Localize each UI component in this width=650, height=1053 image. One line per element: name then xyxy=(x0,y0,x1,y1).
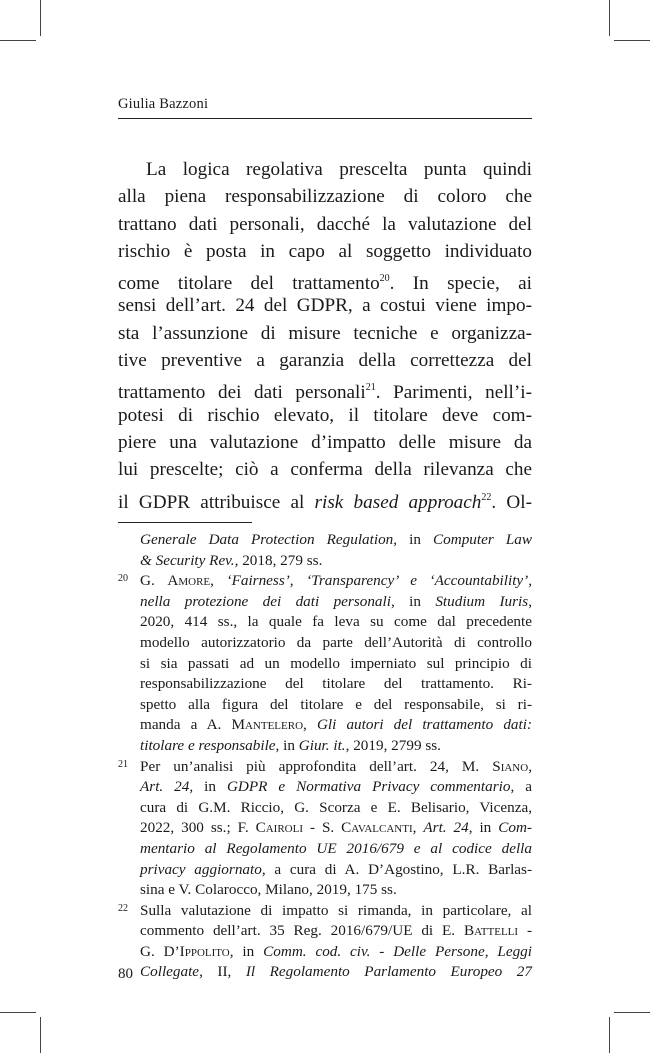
footnote-line: titolare e responsabile, in Giur. it., 2019, 2799 ss. xyxy=(140,736,441,754)
running-head-author: Giulia Bazzoni xyxy=(118,96,209,112)
footnote-line: commento dell’art. 35 Reg. 2016/679/UE di E. Battelli - xyxy=(140,922,532,940)
crop-mark xyxy=(609,1017,610,1053)
footnote-line: manda a A. Mantelero, Gli autori del trattamento dati: xyxy=(140,716,533,734)
footnote-line: G. D’Ippolito, in Comm. cod. civ. - Delle Persone, Leggi xyxy=(140,942,532,960)
footnote-ref: 22 xyxy=(481,491,492,503)
text-line: sensi dell’art. 24 del GDPR, a costui viene impo- xyxy=(118,295,532,317)
footnote-line: mentario al Regolamento UE 2016/679 e al codice della xyxy=(140,839,532,857)
footnote-line: spetto alla figura del titolare e del responsabile, si ri- xyxy=(140,695,532,713)
text-line: lui prescelte; ciò a conferma della rilevanza che xyxy=(118,459,532,481)
footnote-line: sina e V. Colarocco, Milano, 2019, 175 ss. xyxy=(140,881,397,899)
crop-mark xyxy=(0,40,36,41)
footnote-line: modello autorizzatorio da parte dell’Autorità di controllo xyxy=(140,633,532,651)
text-line: sta l’assunzione di misure tecniche e organizza- xyxy=(118,322,532,344)
text-line: il GDPR attribuisce al risk based approach$^{22}$. Ol- xyxy=(118,491,532,513)
text-line: alla piena responsabilizzazione di coloro che xyxy=(118,186,532,208)
text-line: come titolare del trattamento$^{20}$. In specie, ai xyxy=(118,273,532,295)
crop-mark xyxy=(614,1012,650,1013)
text-line: La logica regolativa prescelta punta quindi xyxy=(146,159,532,180)
footnote-line: nella protezione dei dati personali, in Studium Iuris, xyxy=(140,592,532,610)
page-number: 80 xyxy=(118,966,133,982)
footnote-number: 22 xyxy=(118,902,128,914)
text-line: piere una valutazione d’impatto delle misure da xyxy=(118,431,532,453)
body-paragraph xyxy=(118,156,532,511)
footnote-line: privacy aggiornato, a cura di A. D’Agostino, L.R. Barlas- xyxy=(140,860,532,878)
footnote-line: Generale Data Protection Regulation, in Computer Law xyxy=(140,531,532,548)
footnote-line: si sia passati ad un modello imperniato sul principio di xyxy=(140,654,532,672)
footnote-line: Collegate, II, Il Regolamento Parlamento Europeo 27 xyxy=(140,963,532,981)
footnote-line: cura di G.M. Riccio, G. Scorza e E. Belisario, Vicenza, xyxy=(140,798,532,816)
text-line: rischio è posta in capo al soggetto individuato xyxy=(118,240,532,262)
footnote-20: 20 G. Amore, ‘Fairness’, ‘Transparency’ e ‘Accountability’, xyxy=(118,571,532,592)
footnote-ref: 20 xyxy=(379,273,390,285)
footnote-line: responsabilizzazione del titolare del trattamento. Ri- xyxy=(140,675,532,693)
crop-mark xyxy=(40,0,41,36)
footnote-line: & Security Rev., 2018, 279 ss. xyxy=(140,551,323,569)
crop-mark xyxy=(609,0,610,36)
footnote-line: 2020, 414 ss., la quale fa leva su come dal precedente xyxy=(140,613,532,631)
footnote-line: 2022, 300 ss.; F. Cairoli - S. Cavalcanti, Art. 24, in Com- xyxy=(140,819,532,837)
footnote-22: 22 Sulla valutazione di impatto si rimanda, in particolare, al xyxy=(118,901,532,922)
crop-mark xyxy=(40,1017,41,1053)
crop-mark xyxy=(614,40,650,41)
footnote-rule xyxy=(118,522,252,523)
text-line: tive preventive a garanzia della correttezza del xyxy=(118,350,532,372)
text-line: trattamento dei dati personali$^{21}$. Parimenti, nell’i- xyxy=(118,382,532,404)
footnote-line: Art. 24, in GDPR e Normativa Privacy commentario, a xyxy=(140,778,532,796)
footnote-number: 21 xyxy=(118,758,128,770)
footnote-21: 21 Per un’analisi più approfondita dell’art. 24, M. Siano, xyxy=(118,757,532,778)
header-rule xyxy=(118,118,532,119)
footnote-ref: 21 xyxy=(365,382,376,394)
footnote-number: 20 xyxy=(118,573,128,585)
text-line: trattano dati personali, dacché la valutazione del xyxy=(118,213,532,235)
text-line: potesi di rischio elevato, il titolare deve com- xyxy=(118,404,532,426)
footnotes xyxy=(118,530,532,983)
crop-mark xyxy=(0,1012,36,1013)
